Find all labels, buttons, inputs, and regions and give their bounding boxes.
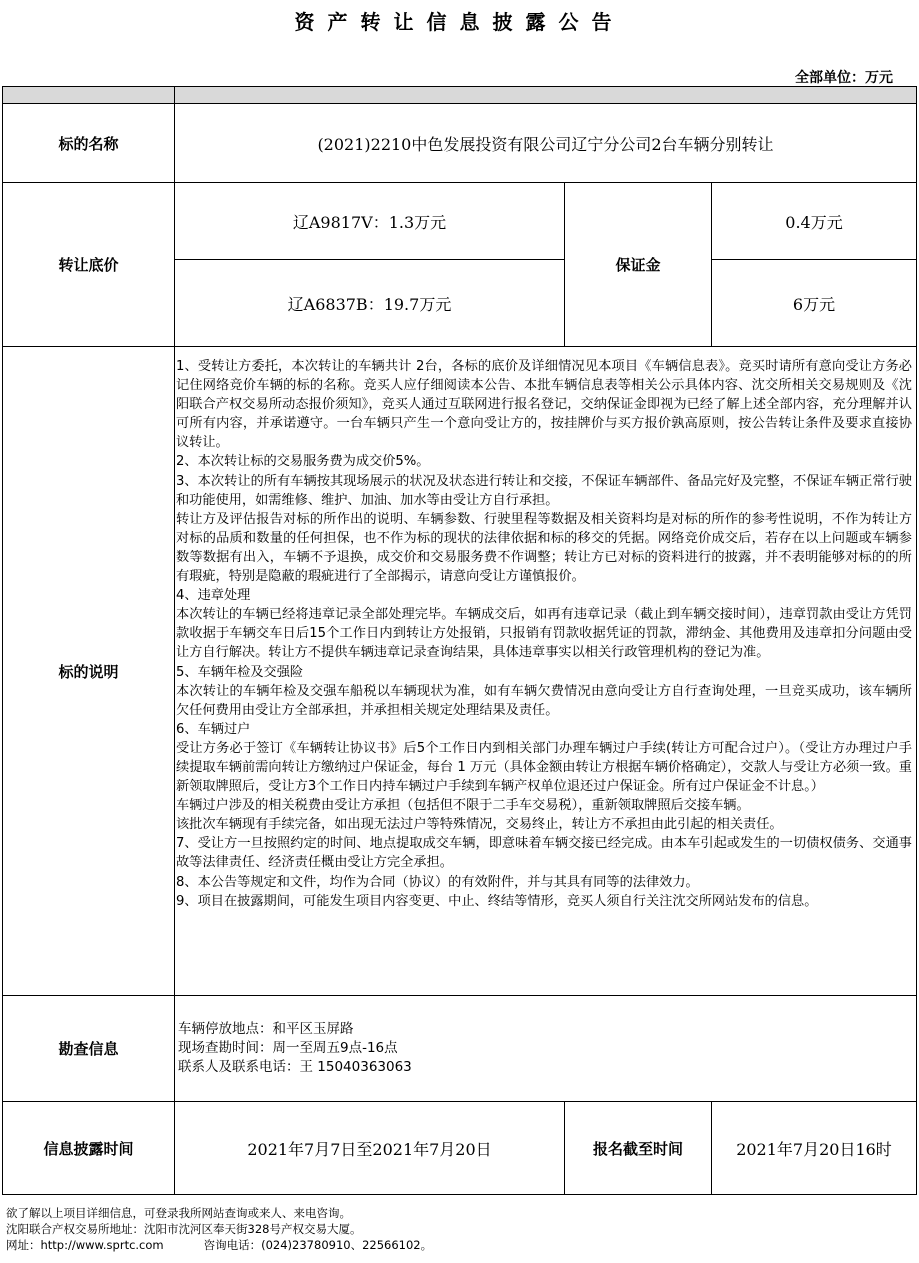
name-label: 标的名称 [58,134,119,153]
description-body [176,357,912,911]
deadline-value: 2021年7月20日16时 [736,1139,892,1159]
description-paragraph: 3、本次转让的所有车辆按其现场展示的状况及状态进行转让和交接，不保证车辆部件、备品完好及完整，不保证车辆正常行驶和功能使用，如需维修、维护、加油、加水等由受让方自行承担。 [176,473,912,508]
page-title: 资产转让信息披露公告 [294,10,625,34]
price-item-1: 辽A9817V：1.3万元 [292,212,447,232]
description-paragraph: 转让方及评估报告对标的所作出的说明、车辆参数、行驶里程等数据及相关资料均是对标的所作的参考性说明，不作为转让方对标的品质和数量的任何担保，也不作为标的现状的法律依据和标的移交的凭据。网络竞价成交后，若存在以上问题或车辆参数等数据有出入，车辆不予退换，成交价和交易服务费不作调整；转让方已对标的资料进行的披露，并不表明能够对标的的所有瑕疵，特别是隐蔽的瑕疵进行了全部揭示，请意向受让方谨慎报价。 [176,511,912,585]
description-paragraph: 本次转让的车辆年检及交强车船税以车辆现状为准，如有车辆欠费情况由意向受让方自行查询处理，一旦竞买成功，该车辆所欠任何费用由受让方全部承担，并承担相关规定处理结果及责任。 [176,683,912,718]
description-paragraph: 该批次车辆现有手续完备，如出现无法过户等特殊情况，交易终止，转让方不承担由此引起的相关责任。 [176,817,783,833]
description-paragraph: 车辆过户涉及的相关税费由受让方承担（包括但不限于二手车交易税），重新领取牌照后交接车辆。 [176,798,750,814]
description-paragraph: 7、受让方一旦按照约定的时间、地点提取成交车辆，即意味着车辆交接已经完成。由本车引起或发生的一切债权债务、交通事故等法律责任、经济责任概由受让方完全承担。 [176,836,912,871]
footer-line-contact [6,1237,906,1253]
description-paragraph: 8、本公告等规定和文件，均作为合同（协议）的有效附件，并与其具有同等的法律效力。 [176,874,699,890]
inspection-label: 勘查信息 [58,1040,119,1058]
inspection-contact: 联系人及联系电话：王 15040363063 [178,1059,412,1075]
disclosure-value: 2021年7月7日至2021年7月20日 [247,1139,492,1159]
inspection-body [178,1020,698,1077]
description-paragraph: 9、项目在披露期间，可能发生项目内容变更、中止、终结等情形，竞买人须自行关注沈交所网站发布的信息。 [176,893,818,909]
description-paragraph: 本次转让的车辆已经将违章记录全部处理完毕。车辆成交后，如再有违章记录（截止到车辆交接时间），违章罚款由受让方凭罚款收据于车辆交车日后15个工作日内到转让方处报销，只报销有罚款收据凭证的罚款，滞纳金、其他费用及违章扣分问题由受让方自行解决。转让方不提供车辆违章记录查询结果，具体违章事实以相关行政管理机构的登记为准。 [176,607,912,661]
footer-line-info: 欲了解以上项目详细信息，可登录我所网站查询或来人、来电咨询。 [6,1206,351,1220]
deposit-item-2: 6万元 [792,294,836,314]
inspection-location: 车辆停放地点：和平区玉屏路 [178,1021,354,1037]
footer-line-address: 沈阳联合产权交易所地址：沈阳市沈河区奉天街328号产权交易大厦。 [6,1222,362,1236]
deposit-item-1: 0.4万元 [785,212,843,232]
description-paragraph: 5、车辆年检及交强险 [176,664,304,680]
description-paragraph: 1、受转让方委托，本次转让的车辆共计 2台，各标的底价及详细情况见本项目《车辆信息表》。竞买时请所有意向受让方务必记住网络竞价车辆的标的名称。竞买人应仔细阅读本公告、本批车辆信息表等相关公示具体内容、沈交所相关交易规则及《沈阳联合产权交易所动态报价须知》，竞买人通过互联网进行报名登记，交纳保证金即视为已经了解上述全部内容，充分理解并认可所有内容，并承诺遵守。一台车辆只产生一个意向受让方的，按挂牌价与买方报价孰高原则，按公告转让条件及要求直接协议转让。 [176,359,912,451]
deposit-label: 保证金 [615,256,661,274]
inspection-time: 现场查勘时间：周一至周五9点-16点 [178,1040,398,1056]
unit-note: 全部单位：万元 [795,70,893,86]
name-value: (2021)2210中色发展投资有限公司辽宁分公司2台车辆分别转让 [317,134,774,154]
description-paragraph: 受让方务必于签订《车辆转让协议书》后5个工作日内到相关部门办理车辆过户手续(转让方可配合过户）。（受让方办理过户手续提取车辆前需向转让方缴纳过户保证金，每台 1 万元（具体金额由转让方根据车辆价格确定），交款人与受让方必须一致。重新领取牌照后，受让方3个工作日内持车辆过户手续到车辆产权单位退还过户保证金。所有过户保证金不计息。） [176,740,912,795]
price-item-2: 辽A6837B：19.7万元 [287,294,452,314]
description-paragraph: 2、本次转让标的交易服务费为成交价5%。 [176,454,430,470]
phone-number: 咨询电话：(024)23780910、22566102。 [203,1238,433,1252]
description-label: 标的说明 [58,662,119,681]
description-paragraph: 6、车辆过户 [176,721,251,737]
website-link[interactable]: 网址：http://www.sprtc.com [6,1238,164,1252]
price-label: 转让底价 [58,256,119,274]
disclosure-label: 信息披露时间 [43,1139,134,1158]
footer [6,1205,906,1253]
description-paragraph: 4、违章处理 [176,588,251,604]
deadline-label: 报名截至时间 [592,1139,683,1158]
